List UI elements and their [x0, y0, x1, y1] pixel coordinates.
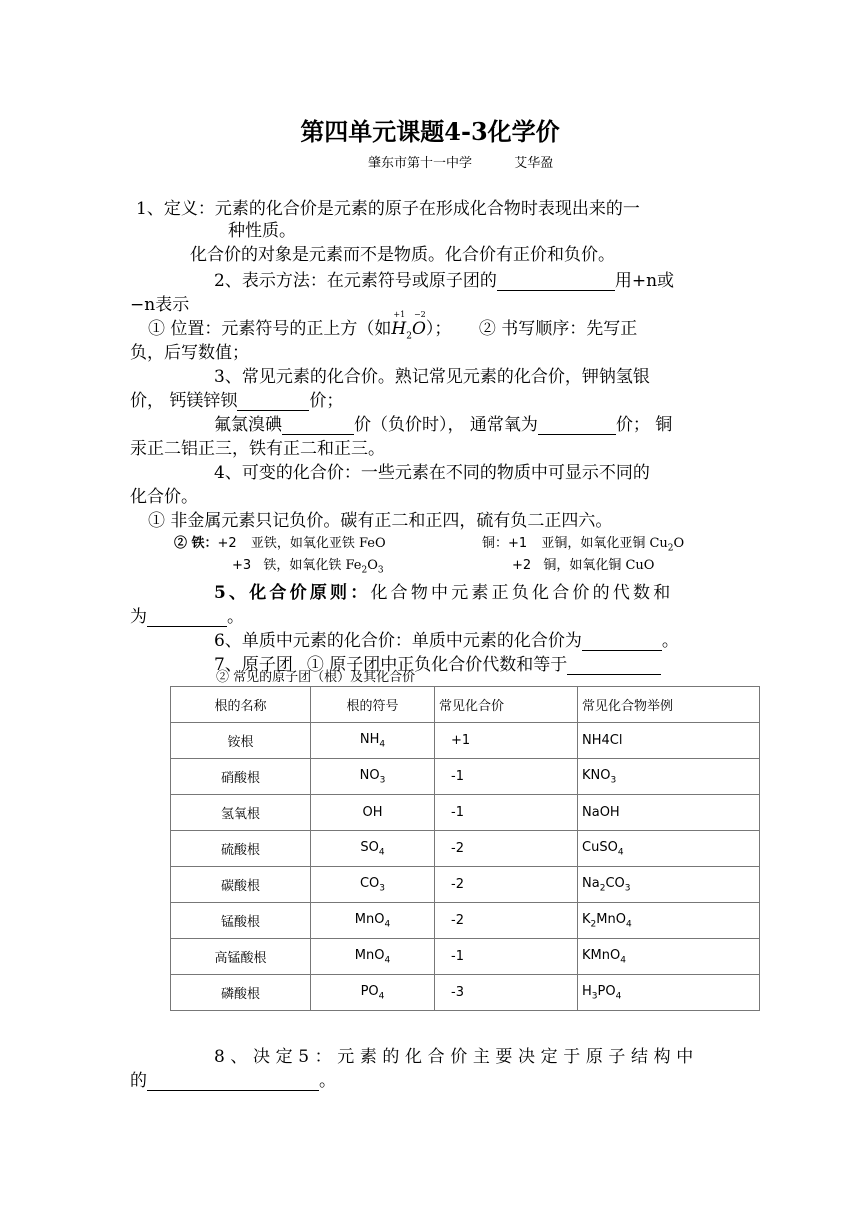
example-subscript: 2: [599, 883, 606, 894]
iron-val-1: +2: [217, 536, 237, 551]
section-1-line-2: 种性质。: [228, 221, 296, 241]
radical-symbol-subscript: 4: [378, 847, 385, 858]
radical-example: [578, 903, 760, 939]
copper-row-1: [482, 532, 684, 554]
section-2-line-2: −n表示: [130, 295, 190, 315]
writing-order-text: ② 书写顺序：先写正: [478, 319, 638, 339]
section-8-end: 。: [319, 1071, 336, 1091]
radical-valence: -3: [435, 975, 578, 1011]
section-3-line-3: [214, 410, 672, 435]
radical-symbol-text: OH: [362, 805, 383, 820]
radical-valence: -2: [435, 867, 578, 903]
example-subscript: 3: [610, 775, 617, 786]
radical-symbol: [311, 867, 435, 903]
copper-val-2: +2: [512, 558, 532, 573]
radical-name: 铵根: [171, 723, 311, 759]
iron-row-1: [174, 532, 386, 551]
radical-symbol: [311, 759, 435, 795]
valence-mark: −2: [413, 310, 426, 319]
section-5-text-d: 。: [227, 607, 244, 627]
radical-symbol: [311, 795, 435, 831]
radical-symbol-subscript: 4: [379, 739, 386, 750]
section-3-text-b: 价， 钙镁锌钡: [130, 391, 238, 411]
radical-name: 氢氧根: [171, 795, 311, 831]
blank-3-2[interactable]: [282, 417, 354, 435]
formula-o-symbol: O: [411, 319, 426, 339]
blank-3-1[interactable]: [237, 393, 309, 411]
author-name: 艾华盈: [514, 156, 554, 171]
iron-label: ② 铁：: [174, 536, 218, 551]
section-2-1-line-2: 负，后写数值；: [130, 343, 249, 363]
section-7-2-caption: ② 常见的原子团（根）及其化合价: [216, 670, 416, 685]
radical-symbol: [311, 975, 435, 1011]
radical-example: [578, 759, 760, 795]
iron-val-2: +3: [232, 558, 252, 573]
radical-valence: -1: [435, 939, 578, 975]
section-1-line-3: 化合价的对象是元素而不是物质。化合价有正价和负价。: [190, 245, 615, 265]
radical-valence: -2: [435, 903, 578, 939]
copper-text-1: 亚铜，如氧化亚铜 Cu: [541, 536, 668, 551]
copper-text-2: 铜，如氧化铜 CuO: [543, 558, 655, 573]
blank-7-1[interactable]: [567, 657, 661, 675]
example-subscript: 4: [615, 991, 622, 1002]
radical-example: [578, 795, 760, 831]
radical-symbol-subscript: 4: [378, 991, 385, 1002]
radical-symbol-text: MnO: [354, 947, 385, 963]
example-subscript: 4: [617, 847, 624, 858]
radical-example: [578, 831, 760, 867]
table-header-cell: 常见化合物举例: [578, 687, 760, 723]
table-header-cell: 根的符号: [311, 687, 435, 723]
section-3-line-1: 3、常见元素的化合价。熟记常见元素的化合价，钾钠氢银: [214, 367, 650, 387]
formula-o: [411, 310, 426, 339]
radical-symbol-text: NH: [359, 731, 380, 747]
iron-text-2: 铁，如氧化铁 Fe: [263, 558, 362, 573]
radical-name: 硫酸根: [171, 831, 311, 867]
section-5-line-1: [214, 578, 673, 603]
table-row: [171, 831, 760, 867]
example-subscript: 2: [590, 919, 597, 930]
section-8-text-b: 的: [130, 1071, 147, 1091]
radical-name: 硝酸根: [171, 759, 311, 795]
radical-symbol-subscript: 3: [379, 775, 386, 786]
document-title: 第四单元课题4-3化学价: [300, 117, 560, 146]
section-7-heading: 7、原子团: [214, 655, 293, 675]
blank-3-3[interactable]: [538, 417, 616, 435]
section-2-text-b: 用+n或: [614, 271, 675, 291]
example-text: H: [582, 983, 592, 999]
section-6-end: 。: [661, 631, 679, 651]
table-header-cell: 根的名称: [171, 687, 311, 723]
iron-text-1: 亚铁，如氧化亚铁 FeO: [250, 536, 386, 551]
formula-h2: [391, 310, 407, 339]
table-row: [171, 939, 760, 975]
table-row: [171, 903, 760, 939]
iron-sub-2b: 3: [377, 565, 384, 576]
radical-symbol: [311, 903, 435, 939]
example-text: MnO: [596, 911, 626, 927]
example-text: NaOH: [582, 805, 620, 820]
radical-name: 高锰酸根: [171, 939, 311, 975]
section-8-line-2: [130, 1066, 336, 1091]
blank-5-1[interactable]: [147, 609, 227, 627]
iron-mid-2: O: [367, 558, 378, 573]
iron-row-2: [232, 554, 384, 576]
table-row: [171, 723, 760, 759]
formula-h: H: [391, 319, 407, 339]
radical-symbol-subscript: 4: [384, 919, 391, 930]
copper-end-1: O: [673, 536, 685, 551]
example-text: KMnO: [582, 947, 621, 963]
table-row: [171, 795, 760, 831]
radical-valence: -1: [435, 795, 578, 831]
section-2-line-1: [214, 266, 674, 291]
example-text: NH4Cl: [582, 733, 623, 748]
table-header-cell: 常见化合价: [435, 687, 578, 723]
position-close: ）；: [425, 319, 452, 339]
table-header-row: [171, 687, 760, 723]
radicals-table: [170, 686, 760, 1011]
section-5-heading: 5、化合价原则：: [214, 583, 371, 603]
radical-example: [578, 723, 760, 759]
section-5-text: 化合物中元素正负化合价的代数和: [370, 583, 674, 603]
radical-valence: -2: [435, 831, 578, 867]
section-3-line-2: [130, 386, 343, 411]
blank-6-1[interactable]: [582, 633, 662, 651]
radical-symbol: [311, 831, 435, 867]
section-3b-text-c: 价； 铜: [615, 415, 673, 435]
section-5-text-c: 为: [130, 607, 147, 627]
radical-symbol-text: NO: [359, 767, 380, 783]
section-4-line-2: 化合价。: [130, 487, 198, 507]
section-3b-text-b: 价（负价时）， 通常氧为: [354, 415, 538, 435]
section-3b-text-a: 氟氯溴碘: [214, 415, 282, 435]
radical-symbol-text: CO: [359, 875, 380, 891]
copper-label: 铜：: [482, 536, 509, 551]
author-school: 肇东市第十一中学: [368, 156, 473, 171]
table-row: [171, 867, 760, 903]
section-2-text: 2、表示方法：在元素符号或原子团的: [214, 271, 497, 291]
radical-symbol: [311, 939, 435, 975]
section-3-line-4: 汞正二铝正三，铁有正二和正三。: [130, 439, 385, 459]
example-subscript: 4: [625, 919, 632, 930]
copper-sub-1: 2: [667, 543, 674, 554]
radical-name: 碳酸根: [171, 867, 311, 903]
radical-example: [578, 975, 760, 1011]
table-row: [171, 975, 760, 1011]
position-text: ① 位置：元素符号的正上方（如: [148, 319, 392, 339]
radical-symbol-subscript: 4: [384, 955, 391, 966]
section-1-line-1: 1、定义：元素的化合价是元素的原子在形成化合物时表现出来的一: [136, 199, 640, 219]
table-row: [171, 759, 760, 795]
example-text: K: [582, 911, 591, 927]
blank-8-1[interactable]: [147, 1073, 319, 1091]
radical-example: [578, 939, 760, 975]
section-4-line-1: 4、可变的化合价：一些元素在不同的物质中可显示不同的: [214, 463, 650, 483]
iron-sub-2a: 2: [361, 565, 368, 576]
example-text: CuSO: [582, 839, 618, 855]
radical-symbol-text: PO: [360, 983, 379, 999]
section-3-text-c: 价；: [309, 391, 344, 411]
section-8-line-1: 8、决定5：元素的化合价主要决定于原子结构中: [214, 1047, 699, 1067]
radical-name: 锰酸根: [171, 903, 311, 939]
section-7-text: ① 原子团中正负化合价代数和等于: [306, 655, 568, 675]
valence-mark: +1: [393, 310, 406, 319]
radical-symbol-subscript: 3: [379, 883, 386, 894]
example-text: KNO: [582, 767, 611, 783]
section-5-line-2: [130, 602, 244, 627]
radical-symbol: [311, 723, 435, 759]
author-line: [368, 152, 553, 171]
blank-2-1[interactable]: [497, 273, 615, 291]
section-4-1: ① 非金属元素只记负价。碳有正二和正四，硫有负二正四六。: [148, 511, 613, 531]
copper-row-2: [512, 554, 654, 573]
section-6-line: [214, 626, 679, 651]
section-6-text: 6、单质中元素的化合价：单质中元素的化合价为: [214, 631, 582, 651]
example-text: Na: [582, 875, 600, 891]
example-subscript: 4: [620, 955, 626, 966]
radical-example: [578, 867, 760, 903]
formula-h-sub: 2: [406, 331, 412, 342]
example-text: CO: [605, 875, 625, 891]
radical-name: 磷酸根: [171, 975, 311, 1011]
example-subscript: 3: [591, 991, 598, 1002]
radical-valence: +1: [435, 723, 578, 759]
radical-symbol-text: MnO: [354, 911, 385, 927]
example-text: PO: [597, 983, 616, 999]
example-subscript: 3: [624, 883, 631, 894]
radical-valence: -1: [435, 759, 578, 795]
copper-val-1: +1: [508, 536, 528, 551]
radical-symbol-text: SO: [360, 839, 379, 855]
